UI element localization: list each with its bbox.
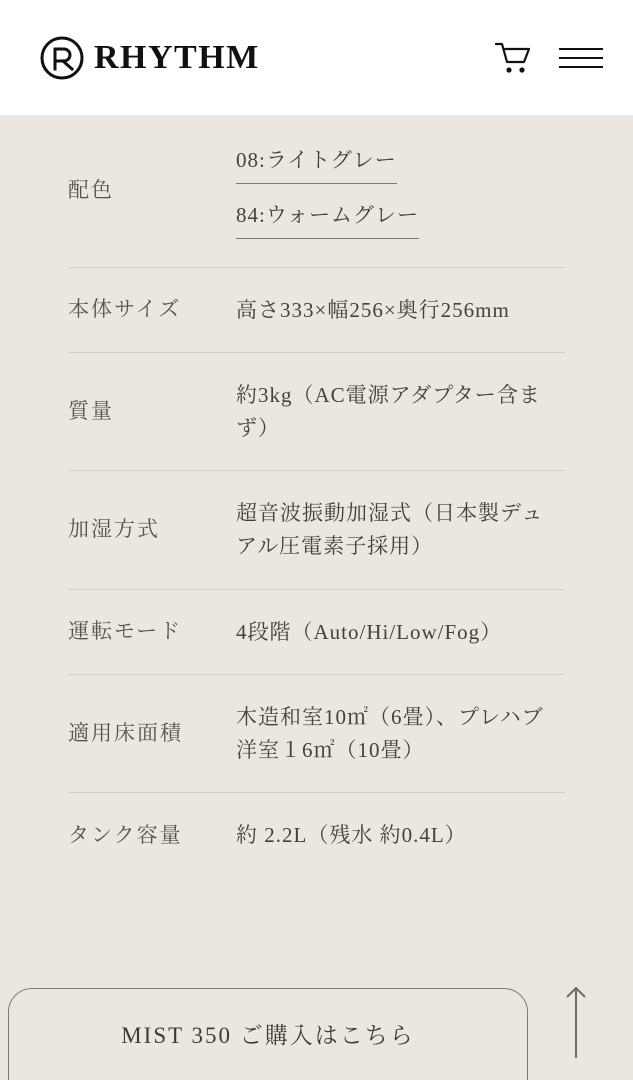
spec-value: 約 2.2L（残水 約0.4L） bbox=[236, 823, 467, 848]
spec-row-weight bbox=[68, 353, 565, 471]
spec-row-floor-area bbox=[68, 675, 565, 793]
menu-line-3 bbox=[559, 66, 603, 68]
arrow-up-icon[interactable] bbox=[563, 984, 589, 1058]
spec-value: 超音波振動加湿式（日本製デュアル圧電素子採用） bbox=[236, 501, 544, 558]
spec-value: 4段階（Auto/Hi/Low/Fog） bbox=[236, 619, 503, 644]
menu-line-1 bbox=[559, 48, 603, 50]
spec-row-size bbox=[68, 268, 565, 354]
spec-value: 高さ333×幅256×奥行256mm bbox=[236, 297, 510, 322]
purchase-button[interactable]: MIST 350 ご購入はこちら bbox=[8, 988, 528, 1080]
spec-value bbox=[236, 115, 565, 267]
bottom-cta-bar bbox=[0, 984, 633, 1080]
rhythm-r-logo-icon bbox=[40, 36, 84, 80]
spec-row-color bbox=[68, 115, 565, 268]
spec-value: 約3kg（AC電源アダプター含まず） bbox=[236, 383, 541, 440]
spec-label: タンク容量 bbox=[68, 822, 183, 847]
spec-label: 適用床面積 bbox=[68, 720, 183, 745]
color-option-row-2 bbox=[236, 196, 565, 241]
spec-label: 配色 bbox=[68, 178, 114, 203]
spec-value: 木造和室10㎡（6畳）、プレハブ洋室１6㎡（10畳） bbox=[236, 705, 544, 762]
color-option-list bbox=[236, 141, 565, 241]
brand-name: RHYTHM bbox=[94, 38, 260, 76]
color-option: 08:ライトグレー bbox=[236, 141, 397, 184]
spec-label: 質量 bbox=[68, 399, 114, 424]
spec-table bbox=[68, 115, 565, 878]
header-actions bbox=[495, 41, 603, 75]
spec-label: 本体サイズ bbox=[68, 297, 182, 322]
spec-row-tank-capacity bbox=[68, 793, 565, 878]
site-header bbox=[0, 0, 633, 115]
color-option: 84:ウォームグレー bbox=[236, 196, 419, 239]
shopping-cart-icon[interactable] bbox=[495, 41, 531, 75]
spec-row-humidify-method bbox=[68, 471, 565, 589]
spec-label: 加湿方式 bbox=[68, 517, 160, 542]
spec-table-wrapper bbox=[0, 115, 633, 878]
menu-line-2 bbox=[559, 57, 603, 59]
brand-logo[interactable] bbox=[40, 36, 260, 80]
color-option-row-1 bbox=[236, 141, 565, 196]
spec-row-operation-mode bbox=[68, 590, 565, 676]
spec-label: 運転モード bbox=[68, 619, 183, 644]
hamburger-menu-icon[interactable] bbox=[559, 45, 603, 71]
